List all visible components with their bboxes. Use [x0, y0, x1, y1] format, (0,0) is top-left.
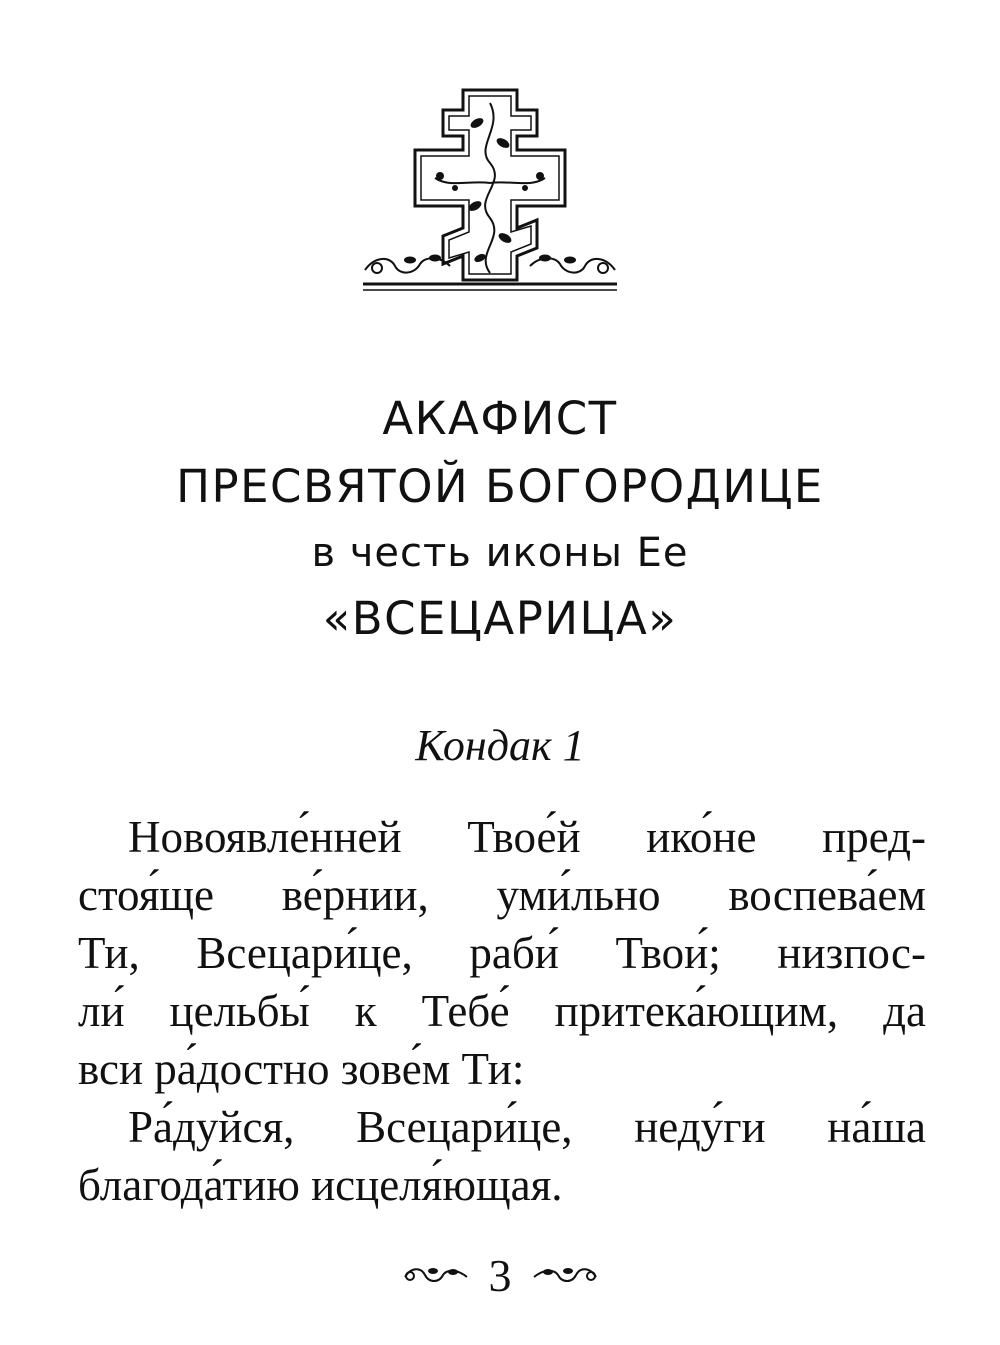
page-number: 3	[488, 1249, 512, 1301]
text-line: Новоявле́нней Твое́й ико́не пред-	[128, 812, 926, 862]
title-line-3: в честь иконы Ее	[311, 530, 689, 576]
vine-flourish-icon	[530, 1263, 600, 1287]
kondak-text	[78, 808, 926, 1214]
text-line: ли́ цельбы́ к Тебе́ притека́ющим, да	[78, 986, 926, 1036]
text-line: вси ра́достно зове́м Ти:	[78, 1044, 525, 1094]
title-line-1: АКАФИСТ	[382, 392, 618, 445]
page-footer	[0, 1245, 1000, 1305]
text-line: Ра́дуйся, Всецари́це, неду́ги на́ша	[128, 1102, 926, 1152]
title-block	[0, 385, 1000, 653]
text-line: благода́тию исцеля́ющая.	[78, 1160, 563, 1210]
title-line-4: «ВСЕЦАРИЦА»	[322, 592, 678, 645]
text-line: Ти, Всецари́це, раби́ Твои́; низпос-	[78, 928, 926, 978]
vine-flourish-icon	[401, 1263, 471, 1287]
text-line: стоя́ще ве́рнии, уми́льно воспева́ем	[78, 870, 926, 920]
orthodox-cross-ornament-icon	[355, 88, 625, 298]
kondak-heading: Кондак 1	[415, 721, 585, 770]
title-line-2: ПРЕСВЯТОЙ БОГОРОДИЦЕ	[176, 460, 824, 513]
